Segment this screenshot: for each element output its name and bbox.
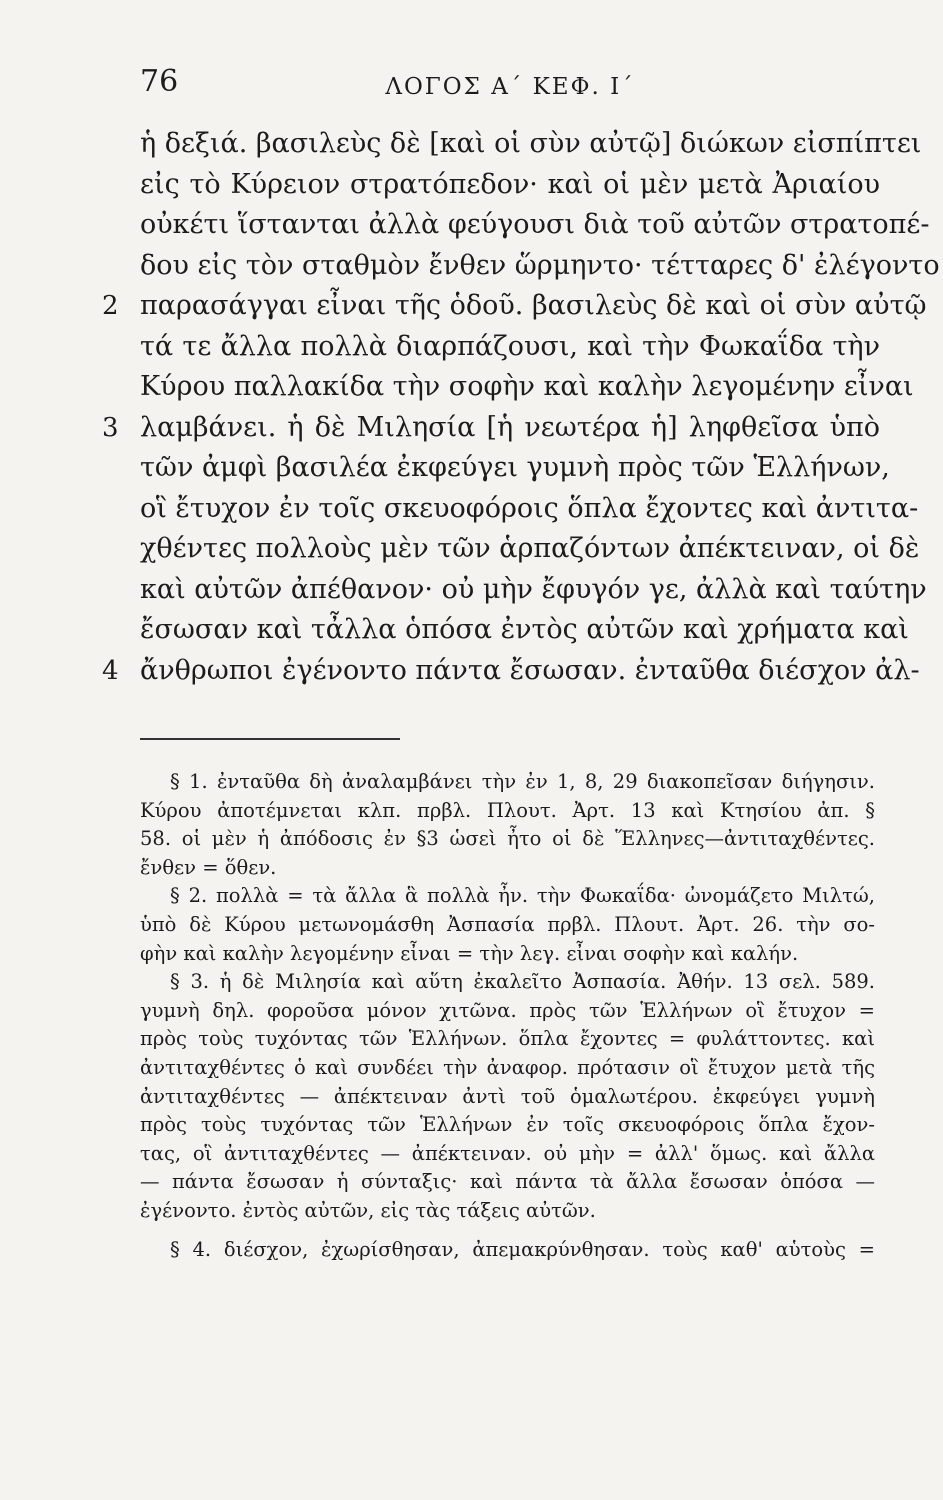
footnotes [140,768,875,1264]
footnote-line: — πάντα ἔσωσαν ἡ σύνταξις· καὶ πάντα τὰ ἄλλα ἔσωσαν ὁπόσα — [140,1170,875,1194]
footnote-line: ἀντιταχθέντες ὁ καὶ συνδέει τὴν ἀναφορ. πρότασιν οἳ ἔτυχον μετὰ τῆς [140,1055,875,1079]
text-line [102,408,880,449]
footnote-line: § 3. ἡ δὲ Μιλησία καὶ αὕτη ἐκαλεῖτο Ἀσπασία. Ἀθήν. 13 σελ. 589. [170,970,875,994]
footnote-line: ἀντιταχθέντες — ἀπέκτειναν ἀντὶ τοῦ ὁμαλωτέρου. ἐκφεύγει γυμνὴ [140,1084,875,1108]
footnote-line: § 4. διέσχον, ἐχωρίσθησαν, ἀπεμακρύνθησαν. τοὺς καθ' αὑτοὺς = [170,1237,875,1261]
line-text: τῶν ἀμφὶ βασιλέα ἐκφεύγει γυμνὴ πρὸς τῶν Ἑλλήνων, [140,452,890,483]
footnote-line: ἐγένοντο. ἐντὸς αὐτῶν, εἰς τὰς τάξεις αὐτῶν. [140,1198,596,1222]
line-text: τά τε ἄλλα πολλὰ διαρπάζουσι, καὶ τὴν Φωκαΐδα τὴν [140,330,880,362]
main-text [102,124,940,691]
footnote-line: 58. οἱ μὲν ἡ ἀπόδοσις ἐν §3 ὡσεὶ ἦτο οἱ δὲ Ἕλληνες—ἀντιταχθέντες. [140,827,875,851]
line-text: Κύρου παλλακίδα τὴν σοφὴν καὶ καλὴν λεγομένην εἶναι [140,371,914,402]
footnote-line: ὑπὸ δὲ Κύρου μετωνομάσθη Ἀσπασία πρβλ. Πλουτ. Ἀρτ. 26. τὴν σο- [140,912,875,936]
line-text: ἡ δεξιά. βασιλεὺς δὲ [καὶ οἱ σὺν αὐτῷ] διώκων εἰσπίπτει [140,128,922,159]
text-line [140,327,880,368]
line-text: δου εἰς τὸν σταθμὸν ἔνθεν ὥρμηντο· τέτταρες δ' ἐλέγοντο [140,249,940,281]
section-number: 4 [102,655,119,686]
footnote-line: Κύρου ἀποτέμνεται κλπ. πρβλ. Πλουτ. Ἀρτ. 13 καὶ Κτησίου ἀπ. § [140,798,875,822]
text-line [140,367,914,408]
text-line [140,489,919,530]
text-line [140,246,940,287]
page-header [140,64,880,104]
footnote-line: πρὸς τοὺς τυχόντας τῶν Ἑλλήνων ἐν τοῖς σκευοφόροις ὅπλα ἔχον- [140,1113,875,1137]
line-text: εἰς τὸ Κύρειον στρατόπεδον· καὶ οἱ μὲν μετὰ Ἀριαίου [140,168,880,200]
footnote-line: φὴν καὶ καλὴν λεγομένην εἶναι = τὴν λεγ. εἶναι σοφὴν καὶ καλήν. [140,941,799,965]
text-line [102,651,920,692]
text-line [102,286,927,327]
footnote-line: § 1. ἐνταῦθα δὴ ἀναλαμβάνει τὴν ἐν 1, 8, 29 διακοπεῖσαν διήγησιν. [170,770,875,793]
line-text: ἄνθρωποι ἐγένοντο πάντα ἔσωσαν. ἐνταῦθα διέσχον ἀλ- [140,654,920,686]
footnote-line: ἔνθεν = ὅθεν. [140,855,277,879]
running-head: ΛΟΓΟΣ Α΄ ΚΕΦ. Ι΄ [385,74,635,100]
line-text: καὶ αὐτῶν ἀπέθανον· οὐ μὴν ἔφυγόν γε, ἀλλὰ καὶ ταύτην [140,573,927,605]
text-line [140,448,890,489]
footnote-line: § 2. πολλὰ = τὰ ἄλλα ἃ πολλὰ ἦν. τὴν Φωκαΐδα· ὠνομάζετο Μιλτώ, [170,884,875,908]
line-text: ἔσωσαν καὶ τἆλλα ὁπόσα ἐντὸς αὐτῶν καὶ χρήματα καὶ [140,614,909,645]
text-line [140,610,909,651]
footnote-line: πρὸς τοὺς τυχόντας τῶν Ἑλλήνων. ὅπλα ἔχοντες = φυλάττοντες. καὶ [140,1027,875,1051]
section-number: 3 [102,412,119,443]
line-text: παρασάγγαι εἶναι τῆς ὁδοῦ. βασιλεὺς δὲ καὶ οἱ σὺν αὐτῷ [140,290,927,321]
line-text: οὐκέτι ἵστανται ἀλλὰ φεύγουσι διὰ τοῦ αὐτῶν στρατοπέ- [140,209,930,240]
footnote-line: τας, οἳ ἀντιταχθέντες — ἀπέκτειναν. οὐ μὴν = ἀλλ' ὅμως. καὶ ἄλλα [140,1141,875,1165]
section-number: 2 [102,291,119,321]
text-line [140,205,930,246]
text-line [140,165,880,206]
line-text: οἳ ἔτυχον ἐν τοῖς σκευοφόροις ὅπλα ἔχοντες καὶ ἀντιτα- [140,492,919,524]
footnote-rule [140,738,400,740]
text-line [140,124,922,165]
text-line [140,570,927,611]
footnote-line: γυμνὴ δηλ. φοροῦσα μόνον χιτῶνα. πρὸς τῶν Ἑλλήνων οἳ ἔτυχον = [140,998,875,1022]
page-number: 76 [140,64,179,99]
line-text: χθέντες πολλοὺς μὲν τῶν ἁρπαζόντων ἀπέκτειναν, οἱ δὲ [140,533,920,564]
text-line [140,529,920,570]
line-text: λαμβάνει. ἡ δὲ Μιλησία [ἡ νεωτέρα ἡ] ληφθεῖσα ὑπὸ [140,411,880,443]
